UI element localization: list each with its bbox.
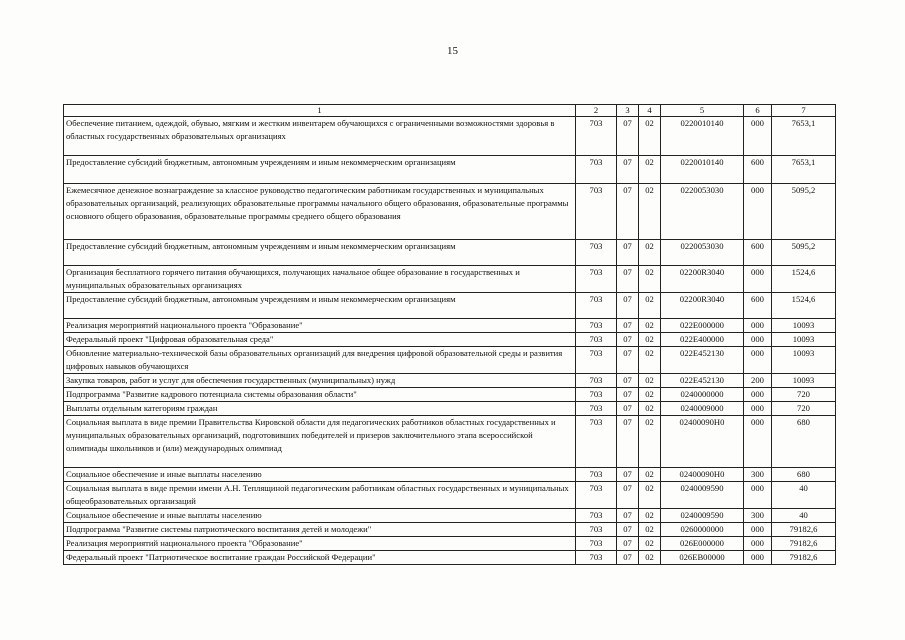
row-name-cell: Закупка товаров, работ и услуг для обеспечения государственных (муниципальных) нужд bbox=[64, 374, 576, 388]
row-amount-cell: 680 bbox=[772, 416, 836, 468]
row-code-6-cell: 000 bbox=[744, 551, 772, 565]
row-code-4-cell: 02 bbox=[639, 374, 661, 388]
row-code-4-cell: 02 bbox=[639, 319, 661, 333]
row-name-cell: Обновление материально-технической базы образовательных организаций для внедрения цифровой образовательной среды и развития цифровых навыков обучающихся bbox=[64, 347, 576, 374]
row-code-2-cell: 703 bbox=[576, 347, 617, 374]
header-col-3: 3 bbox=[617, 105, 639, 117]
row-code-3-cell: 07 bbox=[617, 509, 639, 523]
table-row bbox=[64, 509, 836, 523]
row-name-cell: Федеральный проект "Цифровая образовательная среда" bbox=[64, 333, 576, 347]
row-code-5-cell: 0220010140 bbox=[661, 156, 744, 184]
row-name-cell: Ежемесячное денежное вознаграждение за классное руководство педагогическим работникам государственных и муниципальных образовательных организаций, реализующих образовательные программы начального общего образования, образовательные программы основного общего образования, образовательные программы среднего общего образования bbox=[64, 184, 576, 240]
row-amount-cell: 1524,6 bbox=[772, 293, 836, 319]
row-code-5-cell: 02400090Н0 bbox=[661, 416, 744, 468]
row-code-5-cell: 022E000000 bbox=[661, 319, 744, 333]
row-code-4-cell: 02 bbox=[639, 523, 661, 537]
table-row bbox=[64, 156, 836, 184]
row-name-cell: Подпрограмма "Развитие системы патриотического воспитания детей и молодежи" bbox=[64, 523, 576, 537]
row-code-6-cell: 600 bbox=[744, 240, 772, 266]
row-code-3-cell: 07 bbox=[617, 156, 639, 184]
row-code-4-cell: 02 bbox=[639, 333, 661, 347]
row-code-2-cell: 703 bbox=[576, 388, 617, 402]
row-code-3-cell: 07 bbox=[617, 551, 639, 565]
row-code-4-cell: 02 bbox=[639, 388, 661, 402]
row-code-4-cell: 02 bbox=[639, 347, 661, 374]
row-code-5-cell: 022E452130 bbox=[661, 374, 744, 388]
row-code-2-cell: 703 bbox=[576, 551, 617, 565]
row-code-5-cell: 0220053030 bbox=[661, 184, 744, 240]
row-name-cell: Предоставление субсидий бюджетным, автономным учреждениям и иным некоммерческим организациям bbox=[64, 156, 576, 184]
row-code-3-cell: 07 bbox=[617, 416, 639, 468]
row-code-5-cell: 022E452130 bbox=[661, 347, 744, 374]
row-code-3-cell: 07 bbox=[617, 402, 639, 416]
row-amount-cell: 10093 bbox=[772, 374, 836, 388]
row-code-2-cell: 703 bbox=[576, 240, 617, 266]
row-code-4-cell: 02 bbox=[639, 537, 661, 551]
row-code-2-cell: 703 bbox=[576, 293, 617, 319]
row-amount-cell: 79182,6 bbox=[772, 523, 836, 537]
table-row bbox=[64, 240, 836, 266]
row-name-cell: Подпрограмма "Развитие кадрового потенциала системы образования области" bbox=[64, 388, 576, 402]
row-code-3-cell: 07 bbox=[617, 468, 639, 482]
row-code-4-cell: 02 bbox=[639, 266, 661, 293]
table-row bbox=[64, 184, 836, 240]
row-code-3-cell: 07 bbox=[617, 117, 639, 156]
table-row bbox=[64, 416, 836, 468]
row-code-5-cell: 022E400000 bbox=[661, 333, 744, 347]
table-row bbox=[64, 402, 836, 416]
row-code-2-cell: 703 bbox=[576, 156, 617, 184]
row-code-4-cell: 02 bbox=[639, 482, 661, 509]
row-name-cell: Социальная выплата в виде премии Правительства Кировской области для педагогических работников областных государственных и муниципальных образовательных организаций, подготовивших победителей и призеров заключительного этапа всероссийской олимпиады школьников и (или) международных олимпиад bbox=[64, 416, 576, 468]
row-code-5-cell: 0240009000 bbox=[661, 402, 744, 416]
row-code-2-cell: 703 bbox=[576, 333, 617, 347]
row-name-cell: Социальное обеспечение и иные выплаты населению bbox=[64, 468, 576, 482]
row-name-cell: Социальная выплата в виде премии имени А.Н. Теплящиной педагогическим работникам областных государственных и муниципальных общеобразовательных организаций bbox=[64, 482, 576, 509]
row-amount-cell: 7653,1 bbox=[772, 117, 836, 156]
row-code-4-cell: 02 bbox=[639, 416, 661, 468]
row-code-6-cell: 300 bbox=[744, 468, 772, 482]
header-col-1: 1 bbox=[64, 105, 576, 117]
row-code-3-cell: 07 bbox=[617, 388, 639, 402]
row-code-5-cell: 0240009590 bbox=[661, 482, 744, 509]
table-row bbox=[64, 333, 836, 347]
table-row bbox=[64, 117, 836, 156]
row-name-cell: Реализация мероприятий национального проекта "Образование" bbox=[64, 319, 576, 333]
row-code-4-cell: 02 bbox=[639, 468, 661, 482]
row-code-6-cell: 000 bbox=[744, 347, 772, 374]
row-code-2-cell: 703 bbox=[576, 509, 617, 523]
row-code-3-cell: 07 bbox=[617, 319, 639, 333]
row-name-cell: Выплаты отдельным категориям граждан bbox=[64, 402, 576, 416]
row-code-6-cell: 000 bbox=[744, 388, 772, 402]
row-code-5-cell: 0220053030 bbox=[661, 240, 744, 266]
table-row bbox=[64, 523, 836, 537]
row-code-6-cell: 600 bbox=[744, 293, 772, 319]
row-code-6-cell: 300 bbox=[744, 509, 772, 523]
row-code-5-cell: 0240009590 bbox=[661, 509, 744, 523]
row-code-6-cell: 600 bbox=[744, 156, 772, 184]
row-code-6-cell: 000 bbox=[744, 416, 772, 468]
row-amount-cell: 10093 bbox=[772, 347, 836, 374]
row-code-4-cell: 02 bbox=[639, 402, 661, 416]
row-code-6-cell: 000 bbox=[744, 537, 772, 551]
row-code-3-cell: 07 bbox=[617, 523, 639, 537]
row-code-3-cell: 07 bbox=[617, 482, 639, 509]
table-row bbox=[64, 482, 836, 509]
header-col-6: 6 bbox=[744, 105, 772, 117]
table-row bbox=[64, 266, 836, 293]
row-code-4-cell: 02 bbox=[639, 293, 661, 319]
table-row bbox=[64, 537, 836, 551]
row-amount-cell: 10093 bbox=[772, 319, 836, 333]
row-code-6-cell: 000 bbox=[744, 117, 772, 156]
row-code-3-cell: 07 bbox=[617, 293, 639, 319]
row-code-2-cell: 703 bbox=[576, 402, 617, 416]
row-name-cell: Обеспечение питанием, одеждой, обувью, мягким и жестким инвентарем обучающихся с ограниченными возможностями здоровья в областных государственных образовательных организациях bbox=[64, 117, 576, 156]
row-code-4-cell: 02 bbox=[639, 240, 661, 266]
row-code-3-cell: 07 bbox=[617, 184, 639, 240]
row-code-2-cell: 703 bbox=[576, 537, 617, 551]
row-code-5-cell: 0240000000 bbox=[661, 388, 744, 402]
row-code-2-cell: 703 bbox=[576, 184, 617, 240]
row-amount-cell: 40 bbox=[772, 509, 836, 523]
row-code-3-cell: 07 bbox=[617, 333, 639, 347]
row-code-6-cell: 000 bbox=[744, 333, 772, 347]
row-code-5-cell: 026E000000 bbox=[661, 537, 744, 551]
row-code-5-cell: 0260000000 bbox=[661, 523, 744, 537]
row-amount-cell: 680 bbox=[772, 468, 836, 482]
row-name-cell: Организация бесплатного горячего питания обучающихся, получающих начальное общее образование в государственных и муниципальных образовательных организациях bbox=[64, 266, 576, 293]
row-code-6-cell: 000 bbox=[744, 266, 772, 293]
table-row bbox=[64, 468, 836, 482]
row-code-6-cell: 000 bbox=[744, 319, 772, 333]
row-amount-cell: 79182,6 bbox=[772, 551, 836, 565]
row-amount-cell: 79182,6 bbox=[772, 537, 836, 551]
budget-table bbox=[63, 104, 836, 565]
row-code-2-cell: 703 bbox=[576, 523, 617, 537]
row-amount-cell: 7653,1 bbox=[772, 156, 836, 184]
row-amount-cell: 10093 bbox=[772, 333, 836, 347]
row-code-2-cell: 703 bbox=[576, 468, 617, 482]
row-amount-cell: 40 bbox=[772, 482, 836, 509]
row-amount-cell: 1524,6 bbox=[772, 266, 836, 293]
row-name-cell: Предоставление субсидий бюджетным, автономным учреждениям и иным некоммерческим организациям bbox=[64, 240, 576, 266]
row-code-3-cell: 07 bbox=[617, 266, 639, 293]
row-code-2-cell: 703 bbox=[576, 374, 617, 388]
row-code-3-cell: 07 bbox=[617, 240, 639, 266]
header-col-5: 5 bbox=[661, 105, 744, 117]
row-code-2-cell: 703 bbox=[576, 416, 617, 468]
row-code-2-cell: 703 bbox=[576, 117, 617, 156]
row-code-6-cell: 000 bbox=[744, 482, 772, 509]
row-code-5-cell: 0220010140 bbox=[661, 117, 744, 156]
row-code-4-cell: 02 bbox=[639, 117, 661, 156]
table-row bbox=[64, 374, 836, 388]
row-code-3-cell: 07 bbox=[617, 374, 639, 388]
row-name-cell: Социальное обеспечение и иные выплаты населению bbox=[64, 509, 576, 523]
row-code-4-cell: 02 bbox=[639, 509, 661, 523]
table-row bbox=[64, 293, 836, 319]
row-code-6-cell: 000 bbox=[744, 523, 772, 537]
row-code-6-cell: 200 bbox=[744, 374, 772, 388]
row-code-3-cell: 07 bbox=[617, 347, 639, 374]
header-col-4: 4 bbox=[639, 105, 661, 117]
row-code-5-cell: 02200R3040 bbox=[661, 266, 744, 293]
table-header-row bbox=[64, 105, 836, 117]
row-code-4-cell: 02 bbox=[639, 156, 661, 184]
page-number: 15 bbox=[447, 45, 458, 57]
row-name-cell: Предоставление субсидий бюджетным, автономным учреждениям и иным некоммерческим организациям bbox=[64, 293, 576, 319]
row-code-3-cell: 07 bbox=[617, 537, 639, 551]
header-col-2: 2 bbox=[576, 105, 617, 117]
row-code-2-cell: 703 bbox=[576, 266, 617, 293]
row-code-4-cell: 02 bbox=[639, 551, 661, 565]
row-code-5-cell: 026EB00000 bbox=[661, 551, 744, 565]
row-amount-cell: 5095,2 bbox=[772, 240, 836, 266]
table-row bbox=[64, 319, 836, 333]
row-amount-cell: 720 bbox=[772, 402, 836, 416]
row-name-cell: Федеральный проект "Патриотическое воспитание граждан Российской Федерации" bbox=[64, 551, 576, 565]
row-amount-cell: 5095,2 bbox=[772, 184, 836, 240]
row-code-6-cell: 000 bbox=[744, 184, 772, 240]
row-code-4-cell: 02 bbox=[639, 184, 661, 240]
table-row bbox=[64, 347, 836, 374]
row-code-6-cell: 000 bbox=[744, 402, 772, 416]
row-amount-cell: 720 bbox=[772, 388, 836, 402]
table-row bbox=[64, 551, 836, 565]
row-code-2-cell: 703 bbox=[576, 482, 617, 509]
header-col-7: 7 bbox=[772, 105, 836, 117]
row-code-5-cell: 02400090Н0 bbox=[661, 468, 744, 482]
table-row bbox=[64, 388, 836, 402]
row-name-cell: Реализация мероприятий национального проекта "Образование" bbox=[64, 537, 576, 551]
row-code-5-cell: 02200R3040 bbox=[661, 293, 744, 319]
row-code-2-cell: 703 bbox=[576, 319, 617, 333]
